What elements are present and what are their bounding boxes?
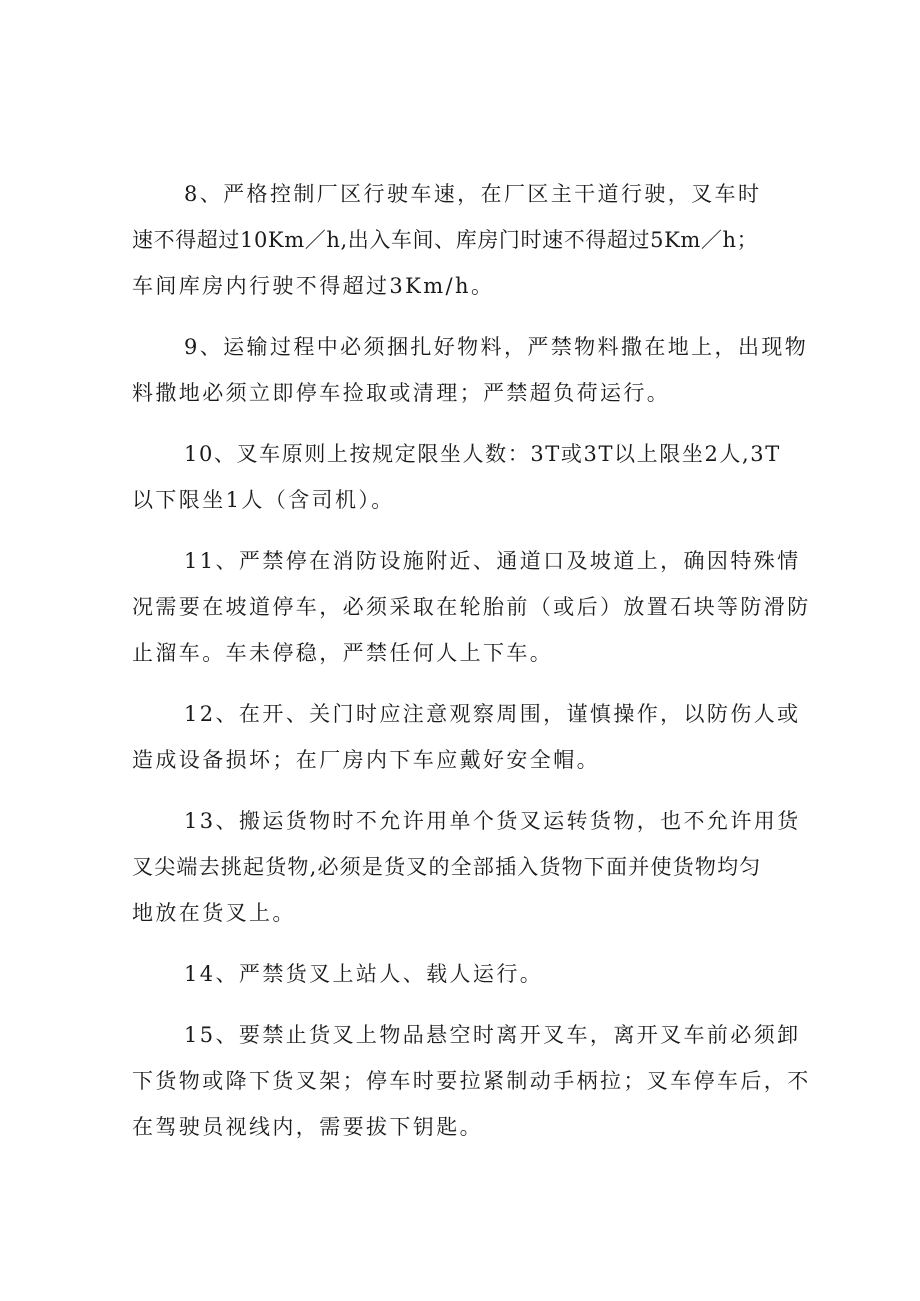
rule-9-paragraph	[132, 324, 809, 416]
paragraph-line: 叉尖端去挑起货物,必须是货叉的全部插入货物下面并使货物均匀	[132, 855, 762, 879]
rule-12-paragraph	[132, 691, 801, 783]
rule-10-paragraph	[132, 431, 796, 523]
rule-8-paragraph	[132, 171, 796, 309]
paragraph-line: 12、在开、关门时应注意观察周围，谨慎操作，以防伤人或	[184, 702, 801, 726]
paragraph-line: 止溜车。车未停稳，严禁任何人上下车。	[132, 641, 554, 665]
document-body	[132, 171, 811, 1165]
paragraph-line: 下货物或降下货叉架；停车时要拉紧制动手柄拉；叉车停车后，不	[132, 1069, 811, 1093]
paragraph-line: 速不得超过10Km／h,出入车间、库房门时速不得超过5Km／h；	[132, 228, 759, 252]
paragraph-line: 15、要禁止货叉上物品悬空时离开叉车，离开叉车前必须卸	[184, 1023, 801, 1047]
paragraph-line: 14、严禁货叉上站人、载人运行。	[184, 962, 544, 986]
rule-15-paragraph	[132, 1012, 811, 1150]
paragraph-line: 况需要在坡道停车，必须采取在轮胎前（或后）放置石块等防滑防	[132, 595, 811, 619]
rule-14-paragraph	[132, 951, 796, 997]
paragraph-line: 以下限坐1人（含司机）。	[132, 488, 395, 512]
paragraph-line: 车间库房内行驶不得超过3Km/h。	[132, 274, 495, 298]
paragraph-line: 在驾驶员视线内，需要拔下钥匙。	[132, 1115, 483, 1139]
paragraph-line: 料撒地必须立即停车捡取或清理；严禁超负荷运行。	[132, 381, 671, 405]
paragraph-line: 8、严格控制厂区行驶车速，在厂区主干道行驶，叉车时	[184, 182, 762, 206]
paragraph-line: 13、搬运货物时不允许用单个货叉运转货物，也不允许用货	[184, 809, 801, 833]
paragraph-line: 11、严禁停在消防设施附近、通道口及坡道上，确因特殊情	[184, 549, 801, 573]
paragraph-line: 10、叉车原则上按规定限坐人数：3T或3T以上限坐2人,3T	[184, 442, 781, 466]
paragraph-line: 造成设备损坏；在厂房内下车应戴好安全帽。	[132, 748, 600, 772]
paragraph-line: 9、运输过程中必须捆扎好物料，严禁物料撒在地上，出现物	[184, 335, 809, 359]
rule-13-paragraph	[132, 798, 801, 936]
paragraph-line: 地放在货叉上。	[132, 901, 296, 925]
rule-11-paragraph	[132, 538, 811, 676]
